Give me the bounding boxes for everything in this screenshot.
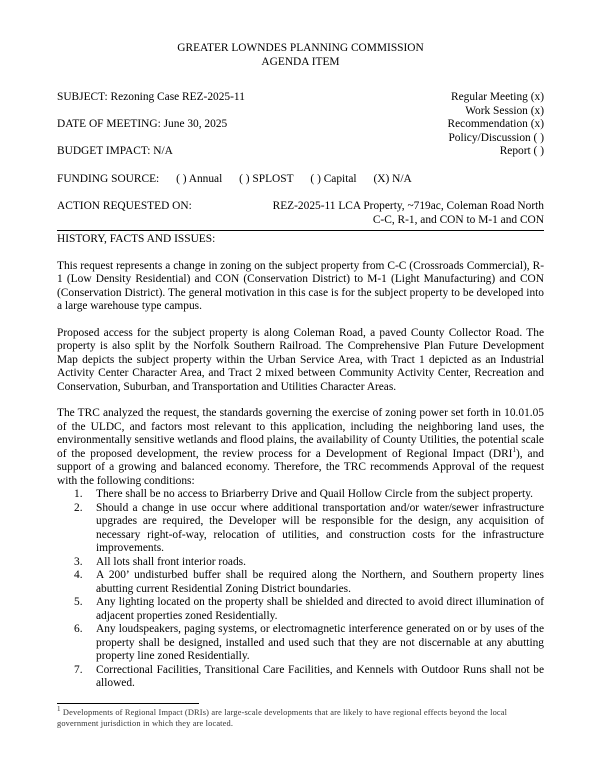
funding-option-splost: ( ) SPLOST	[239, 172, 294, 185]
section-divider	[57, 230, 544, 231]
paragraph-trc-analysis-part-1: The TRC analyzed the request, the standards governing the exercise of zoning power set forth in 10.01.05 of the ULDC, and factors most relevant to this application, including the neighboring land uses, the environmentally sensitive wetlands and flood plains, the availability of County Utilities, the potential scale of the proposed development, the review process for a Development of Regional Impact (DRI	[57, 407, 544, 460]
meeting-type-report: Report ( )	[499, 145, 544, 157]
condition-number: 1.	[74, 488, 83, 500]
condition-item	[57, 664, 544, 691]
document-type: AGENDA ITEM	[261, 55, 340, 68]
condition-text: All lots shall front interior roads.	[96, 555, 246, 568]
condition-item	[57, 488, 544, 502]
meeting-type-work-session: Work Session (x)	[465, 104, 544, 117]
condition-item	[57, 569, 544, 596]
condition-number: 5.	[74, 596, 83, 608]
meeting-type-policy: Policy/Discussion ( )	[448, 131, 544, 144]
condition-item	[57, 556, 544, 570]
action-requested-block	[57, 200, 544, 227]
condition-item	[57, 502, 544, 556]
action-requested-line-2: C-C, R-1, and CON to M-1 and CON	[372, 213, 544, 226]
paragraph-zoning-change: This request represents a change in zoning on the subject property from C-C (Crossroads Commercial), R-1 (Low Density Residential) and CON (Conservation District) to M-1 (Light Manufacturing) and CON (Conservation District). The general motivation in this case is for the subject property to be developed into a large warehouse type campus.	[57, 259, 544, 312]
condition-text: Any lighting located on the property shall be shielded and directed to avoid direct illumination of adjacent properties zoned Residentially.	[96, 596, 544, 622]
funding-option-annual: ( ) Annual	[176, 172, 223, 185]
subject-block	[57, 91, 544, 159]
paragraph-access: Proposed access for the subject property is along Coleman Road, a paved County Collector Road. The property is also split by the Norfolk Southern Railroad. The Comprehensive Plan Future Development Map depicts the subject property within the Urban Service Area, with Tract 1 depicted as an Industrial Activity Center Character Area, and Tract 2 mixed between Community Activity Center, Recreation and Conservation, Suburban, and Transportation and Utilities Character Areas.	[57, 326, 544, 393]
condition-text: Should a change in use occur where additional transportation and/or water/sewer infrastructure upgrades are required, the Developer will be responsible for the design, any acquisition of necessary right-of-way, relocation of utilities, and construction costs for the infrastructure improvements.	[96, 501, 544, 554]
condition-item	[57, 596, 544, 623]
footnote-reference[interactable]: 1	[512, 445, 516, 454]
paragraph-trc-analysis-part-2: ), and support of a growing and balanced economy. Therefore, the TRC recommends Approval of the request with the following conditions:	[57, 447, 544, 487]
condition-text: Any loudspeakers, paging systems, or electromagnetic interference generated on or by uses of the property shall be designed, installed and used such that they are not discernable at any abutting property line zoned Residentially.	[96, 623, 544, 662]
document-header	[57, 42, 544, 69]
funding-option-na: (X) N/A	[373, 172, 412, 185]
funding-source-label: FUNDING SOURCE:	[57, 172, 160, 185]
funding-source-line	[57, 173, 544, 187]
condition-number: 2.	[74, 501, 83, 514]
meeting-date-line: DATE OF MEETING: June 30, 2025	[57, 118, 228, 130]
condition-number: 4.	[74, 569, 83, 581]
footnote-text: Developments of Regional Impact (DRIs) are large-scale developments that are likely to have regional effects beyond the local government jurisdiction in which they are located.	[57, 707, 508, 728]
footnote	[57, 704, 544, 729]
condition-item	[57, 623, 544, 664]
paragraph-trc-analysis	[57, 407, 544, 488]
condition-number: 3.	[74, 555, 83, 568]
subject-line: SUBJECT: Rezoning Case REZ-2025-11	[57, 91, 245, 103]
meeting-type-checklist	[448, 91, 544, 159]
condition-number: 6.	[74, 623, 83, 635]
condition-text: There shall be no access to Briarberry Drive and Quail Hollow Circle from the subject property.	[96, 488, 534, 500]
budget-impact-line: BUDGET IMPACT: N/A	[57, 145, 173, 157]
organization-name: GREATER LOWNDES PLANNING COMMISSION	[177, 42, 424, 54]
history-heading: HISTORY, FACTS AND ISSUES:	[57, 233, 216, 245]
funding-option-capital: ( ) Capital	[310, 172, 357, 185]
action-requested-line-1: REZ-2025-11 LCA Property, ~719ac, Coleman Road North	[272, 200, 544, 212]
footnote-divider	[57, 703, 199, 704]
condition-text: A 200’ undisturbed buffer shall be required along the Northern, and Southern property lines abutting current Residential Zoning District boundaries.	[96, 569, 544, 595]
condition-text: Correctional Facilities, Transitional Care Facilities, and Kennels with Outdoor Runs shall not be allowed.	[96, 663, 544, 689]
meeting-type-regular: Regular Meeting (x)	[451, 91, 544, 103]
meeting-type-recommendation: Recommendation (x)	[447, 118, 544, 130]
action-requested-label: ACTION REQUESTED ON:	[57, 200, 192, 212]
conditions-list	[57, 488, 544, 691]
footnote-mark: 1	[57, 704, 61, 713]
condition-number: 7.	[74, 663, 83, 676]
